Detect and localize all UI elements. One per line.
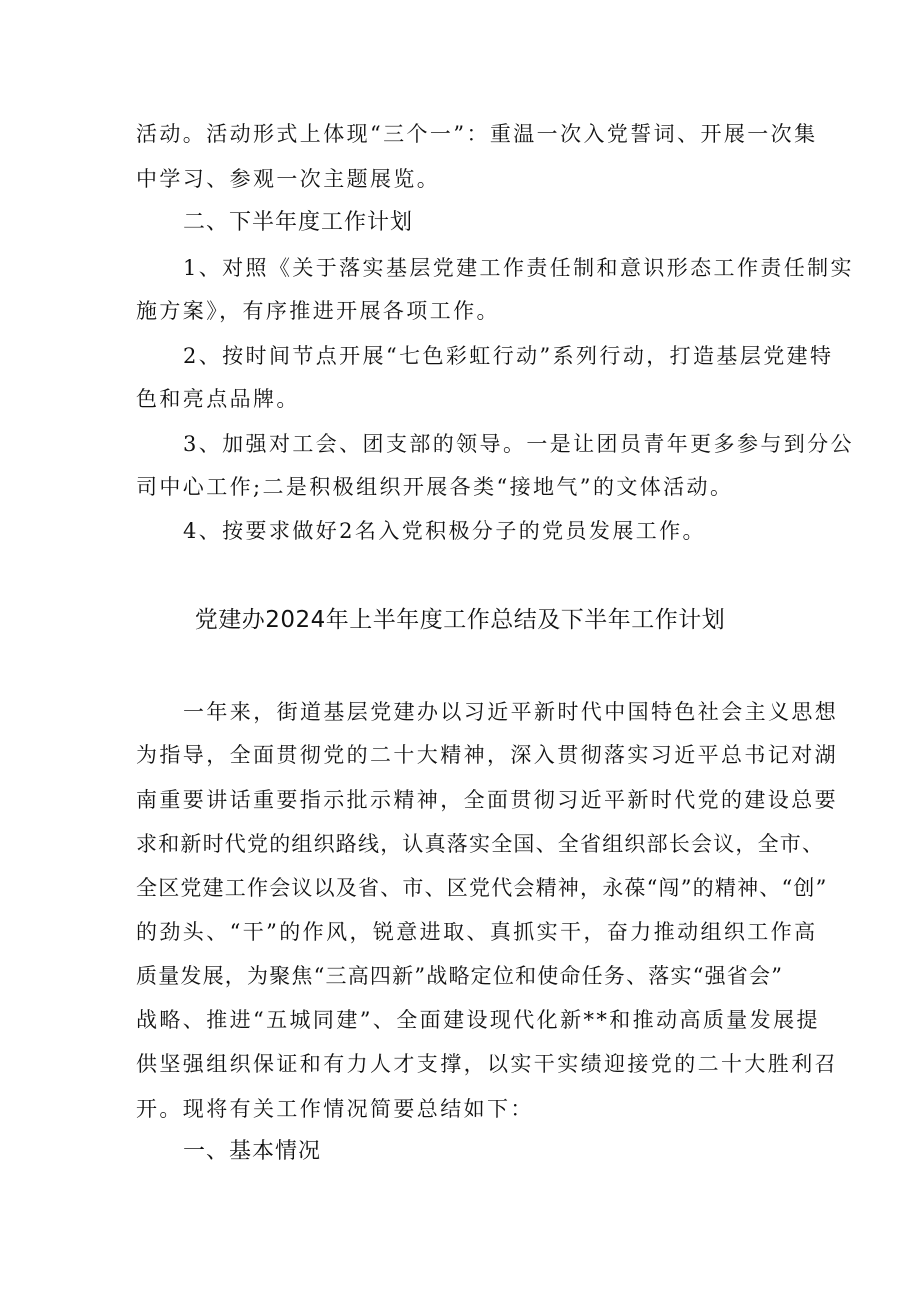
plan-item-line: 4、按要求做好2名入党积极分子的党员发展工作。 <box>183 519 706 543</box>
intro-line: 一年来，街道基层党建办以习近平新时代中国特色社会主义思想 <box>183 700 839 724</box>
section-heading-plan: 二、下半年度工作计划 <box>183 210 414 235</box>
plan-item-line: 色和亮点品牌。 <box>136 387 300 411</box>
plan-item-line: 3、加强对工会、团支部的领导。一是让团员青年更多参与到分公 <box>183 432 854 456</box>
intro-line: 开。现将有关工作情况简要总结如下： <box>136 1097 534 1121</box>
document-title: 党建办2024年上半年度工作总结及下半年工作计划 <box>194 607 726 633</box>
intro-line: 的劲头、“干”的作风，锐意进取、真抓实干，奋力推动组织工作高 <box>136 920 818 944</box>
section-heading-basic: 一、基本情况 <box>183 1139 322 1164</box>
plan-item-line: 1、对照《关于落实基层党建工作责任制和意识形态工作责任制实 <box>183 256 854 280</box>
intro-line: 求和新时代党的组织路线，认真落实全国、全省组织部长会议，全市、 <box>136 832 825 856</box>
plan-item-line: 司中心工作;二是积极组织开展各类“接地气”的文体活动。 <box>136 475 734 499</box>
paragraph-line: 活动。活动形式上体现“三个一”：重温一次入党誓词、开展一次集 <box>136 122 818 146</box>
intro-line: 供坚强组织保证和有力人才支撑，以实干实绩迎接党的二十大胜利召 <box>136 1052 838 1076</box>
intro-line: 南重要讲话重要指示批示精神，全面贯彻习近平新时代党的建设总要 <box>136 788 838 812</box>
paragraph-line: 中学习、参观一次主题展览。 <box>136 167 441 191</box>
plan-item-line: 施方案》，有序推进开展各项工作。 <box>136 299 500 323</box>
intro-line: 质量发展，为聚焦“三高四新”战略定位和使命任务、落实“强省会” <box>136 964 784 988</box>
intro-line: 全区党建工作会议以及省、市、区党代会精神，永葆“闯”的精神、“创” <box>136 876 828 900</box>
intro-line: 战略、推进“五城同建”、全面建设现代化新**和推动高质量发展提 <box>136 1008 820 1032</box>
plan-item-line: 2、按时间节点开展“七色彩虹行动”系列行动，打造基层党建特 <box>183 344 834 368</box>
intro-line: 为指导，全面贯彻党的二十大精神，深入贯彻落实习近平总书记对湖 <box>136 743 838 767</box>
